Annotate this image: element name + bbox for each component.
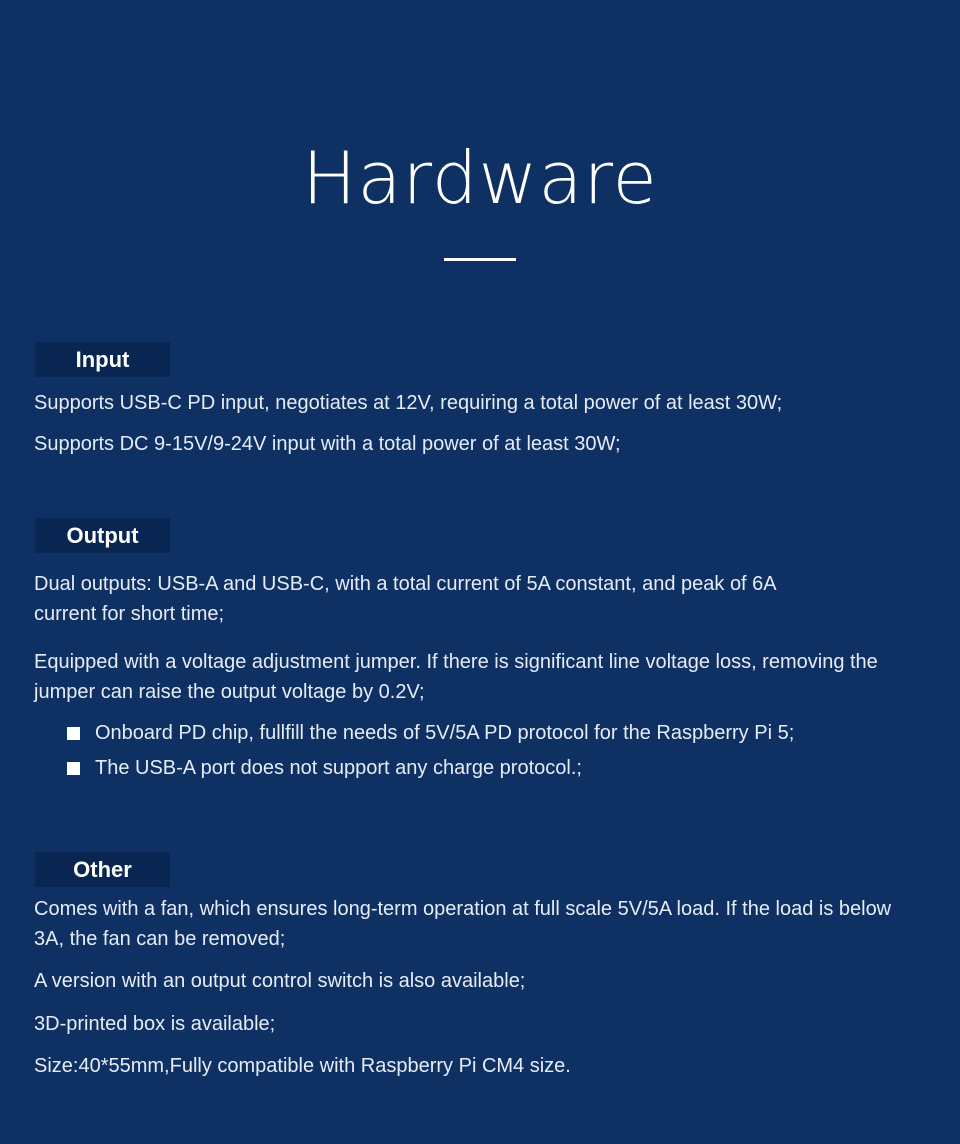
page-title: Hardware <box>302 136 658 220</box>
square-bullet-icon <box>67 762 80 775</box>
other-paragraph-2: A version with an output control switch is also available; <box>34 970 526 992</box>
square-bullet-icon <box>67 727 80 740</box>
other-paragraph-1: Comes with a fan, which ensures long-term operation at full scale 5V/5A load. If the load is below 3A, the fan can be removed; <box>34 898 892 950</box>
section-badge-other: Other <box>35 852 170 887</box>
section-badge-output: Output <box>35 518 170 553</box>
other-paragraph-3: 3D-printed box is available; <box>34 1013 276 1035</box>
input-paragraph-2: Supports DC 9-15V/9-24V input with a total power of at least 30W; <box>34 433 621 455</box>
output-paragraph-1: Dual outputs: USB-A and USB-C, with a total current of 5A constant, and peak of 6A current for short time; <box>34 573 776 625</box>
output-paragraph-2: Equipped with a voltage adjustment jumper. If there is significant line voltage loss, removing the jumper can raise the output voltage by 0.2V; <box>34 651 878 703</box>
output-bullet-1-text: Onboard PD chip, fullfill the needs of 5V/5A PD protocol for the Raspberry Pi 5; <box>95 721 795 744</box>
section-badge-input: Input <box>35 342 170 377</box>
title-divider <box>444 258 516 261</box>
output-bullet-2 <box>67 753 582 783</box>
output-bullet-2-text: The USB-A port does not support any charge protocol.; <box>95 756 582 779</box>
input-paragraph-1: Supports USB-C PD input, negotiates at 12V, requiring a total power of at least 30W; <box>34 392 783 414</box>
output-bullet-1 <box>67 718 794 748</box>
other-paragraph-4: Size:40*55mm,Fully compatible with Raspberry Pi CM4 size. <box>34 1055 571 1077</box>
